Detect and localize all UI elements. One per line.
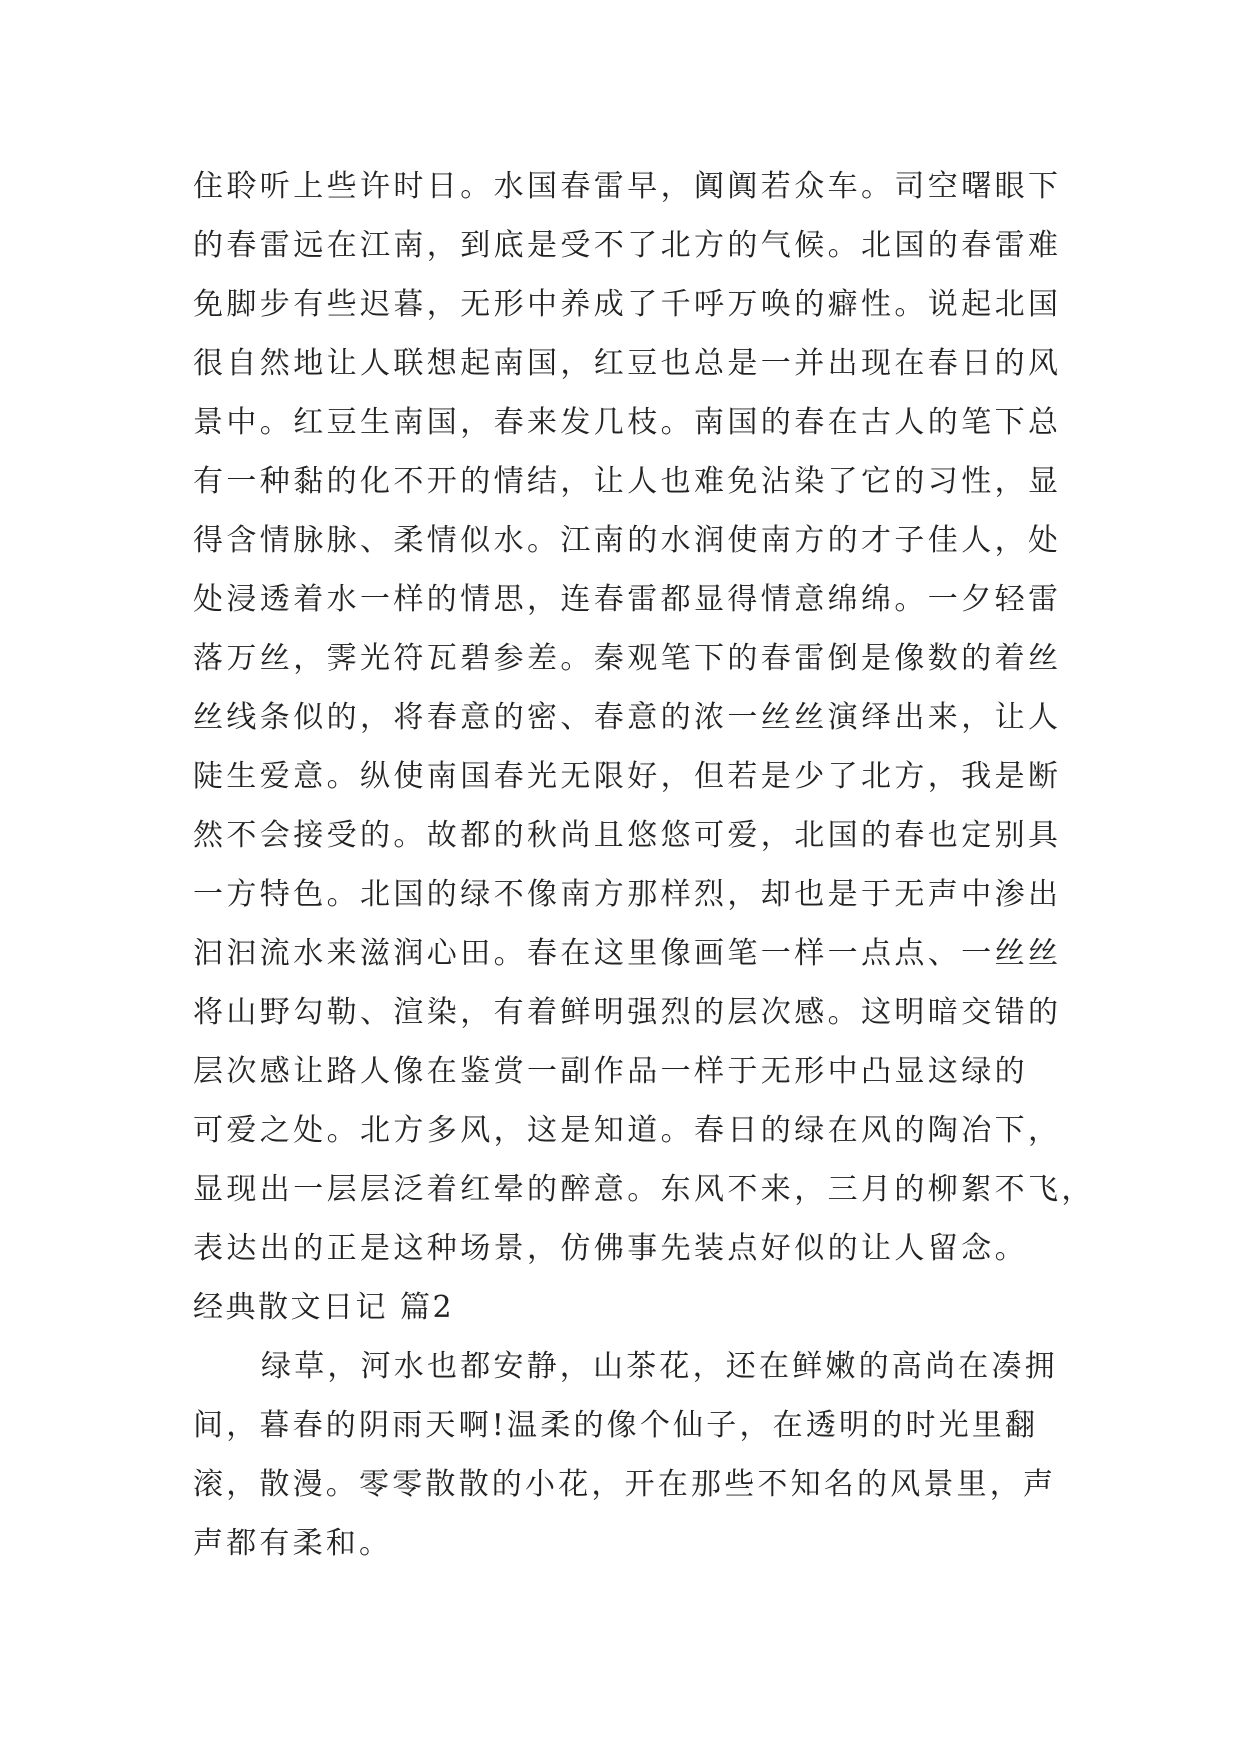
text-line: 然不会接受的。故都的秋尚且悠悠可爱，北国的春也定别具 (193, 818, 1062, 853)
text-line: 间，暮春的阴雨天啊!温柔的像个仙子，在透明的时光里翻 (193, 1408, 1039, 1443)
text-line: 显现出一层层泛着红晕的醉意。东风不来，三月的柳絮不飞， (193, 1172, 1095, 1207)
text-line: 陡生爱意。纵使南国春光无限好，但若是少了北方，我是断 (193, 759, 1062, 794)
text-line: 一方特色。北国的绿不像南方那样烈，却也是于无声中渗出 (193, 877, 1062, 912)
text-line: 层次感让路人像在鉴赏一副作品一样于无形中凸显这绿的 (193, 1054, 1028, 1089)
paragraph-2 (193, 1337, 1063, 1573)
text-line: 得含情脉脉、柔情似水。江南的水润使南方的才子佳人，处 (193, 523, 1062, 558)
text-line: 景中。红豆生南国，春来发几枝。南国的春在古人的笔下总 (193, 405, 1062, 440)
document-body (193, 157, 1095, 1573)
text-line: 绿草，河水也都安静，山茶花，还在鲜嫩的高尚在凑拥 (261, 1349, 1058, 1384)
text-line: 声都有柔和。 (193, 1526, 393, 1561)
text-line: 汩汩流水来滋润心田。春在这里像画笔一样一点点、一丝丝 (193, 936, 1062, 971)
text-line: 丝线条似的，将春意的密、春意的浓一丝丝演绎出来，让人 (193, 700, 1062, 735)
text-line: 免脚步有些迟暮，无形中养成了千呼万唤的癖性。说起北国 (193, 287, 1062, 322)
text-line: 可爱之处。北方多风，这是知道。春日的绿在风的陶冶下， (193, 1113, 1062, 1148)
text-line: 有一种黏的化不开的情结，让人也难免沾染了它的习性，显 (193, 464, 1062, 499)
text-line: 落万丝，霁光符瓦碧参差。秦观笔下的春雷倒是像数的着丝 (193, 641, 1062, 676)
text-line: 很自然地让人联想起南国，红豆也总是一并出现在春日的风 (193, 346, 1062, 381)
text-line: 将山野勾勒、渲染，有着鲜明强烈的层次感。这明暗交错的 (193, 995, 1062, 1030)
text-line: 的春雷远在江南，到底是受不了北方的气候。北国的春雷难 (193, 228, 1062, 263)
text-line: 滚，散漫。零零散散的小花，开在那些不知名的风景里，声 (193, 1467, 1057, 1502)
section-heading: 经典散文日记 篇2 (193, 1290, 455, 1325)
paragraph-1 (193, 157, 1095, 1278)
text-line: 住聆听上些许时日。水国春雷早，阗阗若众车。司空曙眼下 (193, 169, 1062, 204)
text-line: 处浸透着水一样的情思，连春雷都显得情意绵绵。一夕轻雷 (193, 582, 1062, 617)
text-line: 表达出的正是这种场景，仿佛事先装点好似的让人留念。 (193, 1231, 1028, 1266)
